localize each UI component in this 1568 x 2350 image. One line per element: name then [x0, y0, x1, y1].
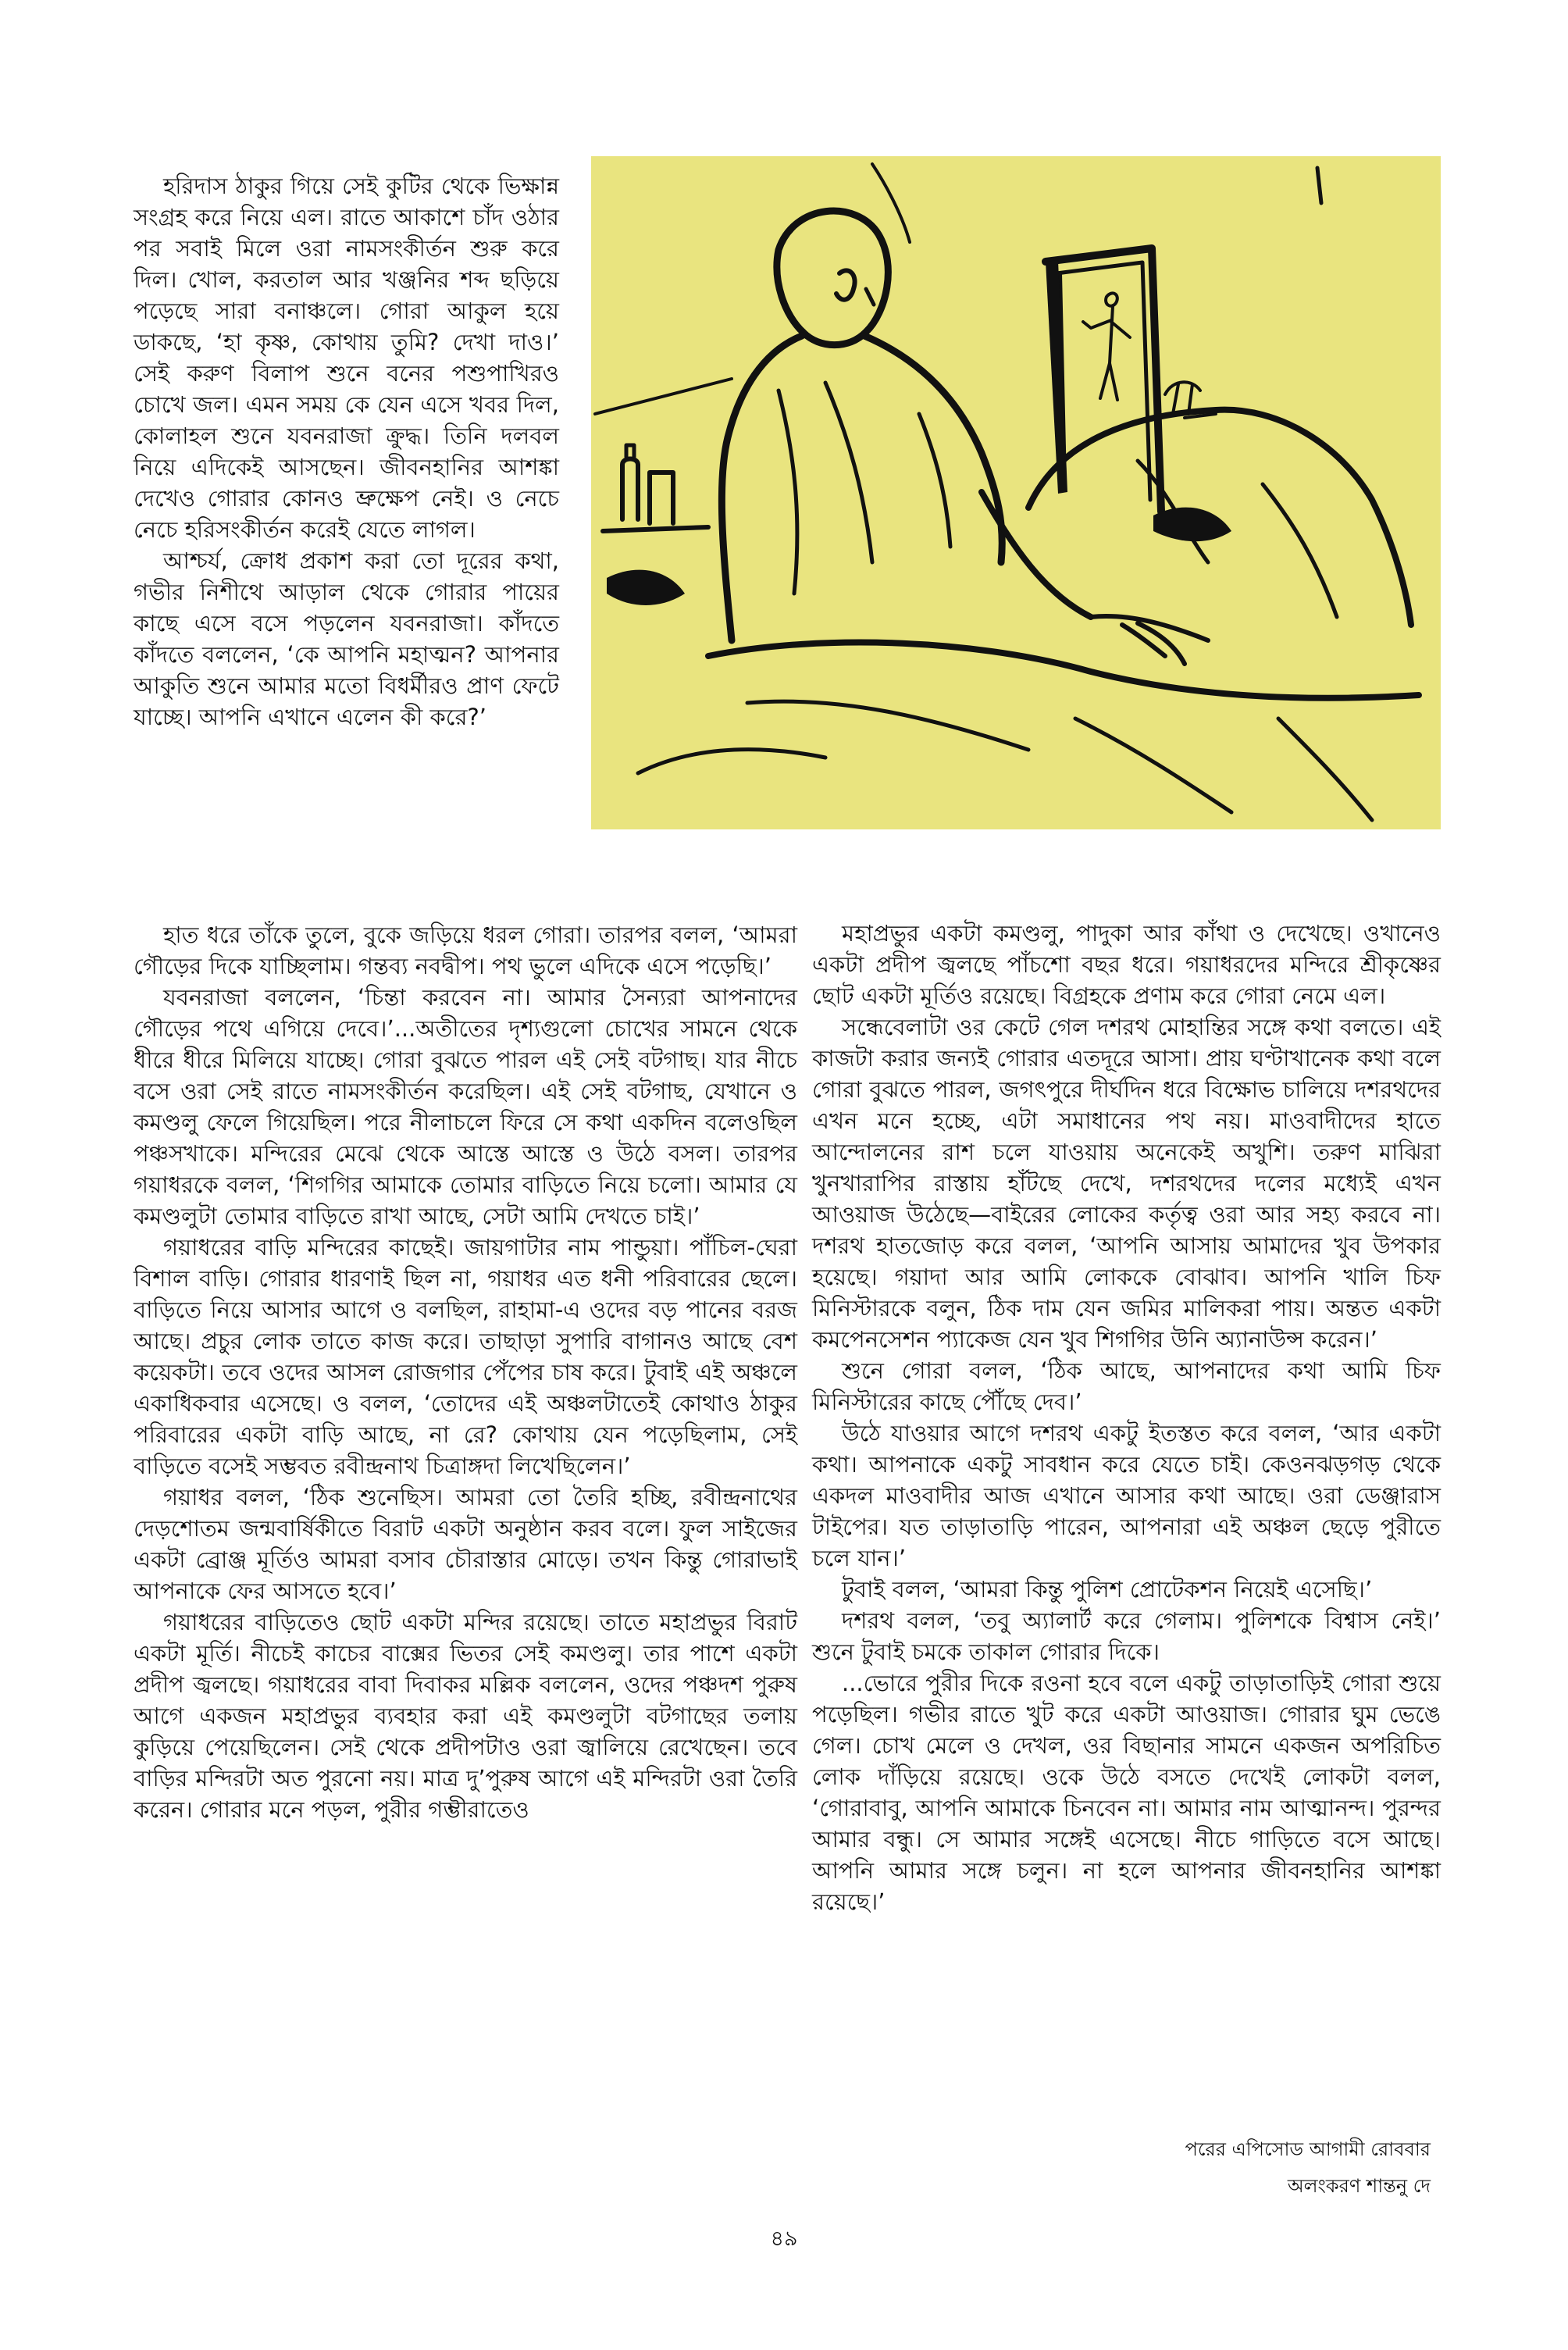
paragraph: গয়াধরের বাড়ি মন্দিরের কাছেই। জায়গাটার নাম পান্ডুয়া। পাঁচিল-ঘেরা বিশাল বাড়ি। গোরার ধারণাই ছিল না, গয়াধর এত ধনী পরিবারের ছেলে। বাড়িতে নিয়ে আসার আগে ও বলছিল, রাহামা-এ ওদের বড় পানের বরজ আছে। প্রচুর লোক তাতে কাজ করে। তাছাড়া সুপারি বাগানও আছে বেশ কয়েকটা। তবে ওদের আসল রোজগার পেঁপের চাষ করে। টুবাই এই অঞ্চলে একাধিকবার এসেছে। ও বলল, ‘তোদের এই অঞ্চলটাতেই কোথাও ঠাকুর পরিবারের একটা বাড়ি আছে, না রে? কোথায় যেন পড়েছিলাম, সেই বাড়িতে বসেই সম্ভবত রবীন্দ্রনাথ চিত্রাঙ্গদা লিখেছিলেন।’	[134, 1234, 797, 1479]
paragraph: গয়াধরের বাড়িতেও ছোট একটা মন্দির রয়েছে। তাতে মহাপ্রভুর বিরাট একটা মূর্তি। নীচেই কাচের বাক্সের ভিতর সেই কমণ্ডলু। তার পাশে একটা প্রদীপ জ্বলছে। গয়াধরের বাবা দিবাকর মল্লিক বললেন, ওদের পঞ্চদশ পুরুষ আগে একজন মহাপ্রভুর ব্যবহার করা এই কমণ্ডলুটা বটগাছের তলায় কুড়িয়ে পেয়েছিলেন। সেই থেকে প্রদীপটাও ওরা জ্বালিয়ে রেখেছেন। তবে বাড়ির মন্দিরটা অত পুরনো নয়। মাত্র দু’পুরুষ আগে এই মন্দিরটা ওরা তৈরি করেন। গোরার মনে পড়ল, পুরীর গম্ভীরাতেও	[134, 1609, 797, 1823]
paragraph: টুবাই বলল, ‘আমরা কিন্তু পুলিশ প্রোটেকশন নিয়েই এসেছি।’	[842, 1576, 1373, 1603]
page-number: ৪৯	[770, 2227, 798, 2251]
illustration-credit: অলংকরণ শান্তনু দে	[1287, 2175, 1431, 2197]
paragraph: গয়াধর বলল, ‘ঠিক শুনেছিস। আমরা তো তৈরি হচ্ছি, রবীন্দ্রনাথের দেড়শোতম জন্মবার্ষিকীতে বিরাট একটা অনুষ্ঠান করব বলে। ফুল সাইজের একটা ব্রোঞ্জ মূর্তিও আমরা বসাব চৌরাস্তার মোড়ে। তখন কিন্তু গোরাভাই আপনাকে ফের আসতে হবে।’	[134, 1484, 797, 1604]
paragraph: দশরথ বলল, ‘তবু অ্যালার্ট করে গেলাম। পুলিশকে বিশ্বাস নেই।’ শুনে টুবাই চমকে তাকাল গোরার দিকে।	[812, 1607, 1441, 1665]
paragraph: সন্ধেবেলাটা ওর কেটে গেল দশরথ মোহান্তির সঙ্গে কথা বলতে। এই কাজটা করার জন্যই গোরার এতদূরে আসা। প্রায় ঘণ্টাখানেক কথা বলে গোরা বুঝতে পারল, জগৎপুরে দীর্ঘদিন ধরে বিক্ষোভ চালিয়ে দশরথদের এখন মনে হচ্ছে, এটা সমাধানের পথ নয়। মাওবাদীদের হাতে আন্দোলনের রাশ চলে যাওয়ায় অনেকেই অখুশি। তরুণ মাঝিরা খুনখারাপির রাস্তায় হাঁটছে দেখে, দশরথদের দলের মধ্যেই এখন আওয়াজ উঠেছে—বাইরের লোকের কর্তৃত্ব ওরা আর সহ্য করবে না। দশরথ হাতজোড় করে বলল, ‘আপনি আসায় আমাদের খুব উপকার হয়েছে। গয়াদা আর আমি লোককে বোঝাব। আপনি খালি চিফ মিনিস্টারকে বলুন, ঠিক দাম যেন জমির মালিকরা পায়। অন্তত একটা কমপেনসেশন প্যাকেজ যেন খুব শিগগির উনি অ্যানাউন্স করেন।’	[812, 1014, 1441, 1353]
paragraph: হরিদাস ঠাকুর গিয়ে সেই কুটির থেকে ভিক্ষান্ন সংগ্রহ করে নিয়ে এল। রাতে আকাশে চাঁদ ওঠার পর সবাই মিলে ওরা নামসংকীর্তন শুরু করে দিল। খোল, করতাল আর খঞ্জনির শব্দ ছড়িয়ে পড়েছে সারা বনাঞ্চলে। গোরা আকুল হয়ে ডাকছে, ‘হা কৃষ্ণ, কোথায় তুমি? দেখা দাও।’ সেই করুণ বিলাপ শুনে বনের পশুপাখিরও চোখে জল। এমন সময় কে যেন এসে খবর দিল, কোলাহল শুনে যবনরাজা ক্রুদ্ধ। তিনি দলবল নিয়ে এদিকেই আসছেন। জীবনহানির আশঙ্কা দেখেও গোরার কোনও ভ্রুক্ষেপ নেই। ও নেচে নেচে হরিসংকীর্তন করেই যেতে লাগল।	[134, 173, 559, 543]
paragraph: আশ্চর্য, ক্রোধ প্রকাশ করা তো দূরের কথা, গভীর নিশীথে আড়াল থেকে গোরার পায়ের কাছে এসে বসে পড়লেন যবনরাজা। কাঁদতে কাঁদতে বললেন, ‘কে আপনি মহাত্মন? আপনার আকুতি শুনে আমার মতো বিধর্মীরও প্রাণ ফেটে যাচ্ছে। আপনি এখানে এলেন কী করে?’	[134, 547, 559, 730]
monk-at-bedside-illustration	[591, 156, 1441, 829]
paragraph: হাত ধরে তাঁকে তুলে, বুকে জড়িয়ে ধরল গোরা। তারপর বলল, ‘আমরা গৌড়ের দিকে যাচ্ছিলাম। গন্তব্য নবদ্বীপ। পথ ভুলে এদিকে এসে পড়েছি।’	[134, 922, 797, 979]
paragraph: উঠে যাওয়ার আগে দশরথ একটু ইতস্তত করে বলল, ‘আর একটা কথা। আপনাকে একটু সাবধান করে যেতে চাই। কেওনঝড়গড় থেকে একদল মাওবাদীর আজ এখানে আসার কথা আছে। ওরা ডেঞ্জারাস টাইপের। যত তাড়াতাড়ি পারেন, আপনারা এই অঞ্চল ছেড়ে পুরীতে চলে যান।’	[812, 1420, 1441, 1571]
article-column-right	[812, 918, 1441, 1917]
paragraph: মহাপ্রভুর একটা কমণ্ডলু, পাদুকা আর কাঁথা ও দেখেছে। ওখানেও একটা প্রদীপ জ্বলছে পাঁচশো বছর ধরে। গয়াধরদের মন্দিরে শ্রীকৃষ্ণের ছোট একটা মূর্তিও রয়েছে। বিগ্রহকে প্রণাম করে গোরা নেমে এল।	[812, 920, 1441, 1009]
paragraph: যবনরাজা বললেন, ‘চিন্তা করবেন না। আমার সৈন্যরা আপনাদের গৌড়ের পথে এগিয়ে দেবে।’...অতীতের দৃশ্যগুলো চোখের সামনে থেকে ধীরে ধীরে মিলিয়ে যাচ্ছে। গোরা বুঝতে পারল এই সেই বটগাছ। যার নীচে বসে ওরা সেই রাতে নামসংকীর্তন করেছিল। এই সেই বটগাছ, যেখানে ও কমণ্ডলু ফেলে গিয়েছিল। পরে নীলাচলে ফিরে সে কথা একদিন বলেওছিল পঞ্চসখাকে। মন্দিরের মেঝে থেকে আস্তে আস্তে ও উঠে বসল। তারপর গয়াধরকে বলল, ‘শিগগির আমাকে তোমার বাড়িতে নিয়ে চলো। আমার যে কমণ্ডলুটা তোমার বাড়িতে রাখা আছে, সেটা আমি দেখতে চাই।’	[134, 984, 797, 1229]
paragraph: শুনে গোরা বলল, ‘ঠিক আছে, আপনাদের কথা আমি চিফ মিনিস্টারের কাছে পৌঁছে দেব।’	[812, 1357, 1441, 1415]
article-column-top	[134, 170, 559, 733]
paragraph: ...ভোরে পুরীর দিকে রওনা হবে বলে একটু তাড়াতাড়িই গোরা শুয়ে পড়েছিল। গভীর রাতে খুট করে একটা আওয়াজ। গোরার ঘুম ভেঙে গেল। চোখ মেলে ও দেখল, ওর বিছানার সামনে একজন অপরিচিত লোক দাঁড়িয়ে রয়েছে। ওকে উঠে বসতে দেখেই লোকটা বলল, ‘গোরাবাবু, আপনি আমাকে চিনবেন না। আমার নাম আত্মানন্দ। পুরন্দর আমার বন্ধু। সে আমার সঙ্গেই এসেছে। নীচে গাড়িতে বসে আছে। আপনি আমার সঙ্গে চলুন। না হলে আপনার জীবনহানির আশঙ্কা রয়েছে।’	[812, 1670, 1441, 1915]
article-column-left	[134, 919, 797, 1825]
next-episode-note: পরের এপিসোড আগামী রোববার	[1185, 2138, 1431, 2160]
